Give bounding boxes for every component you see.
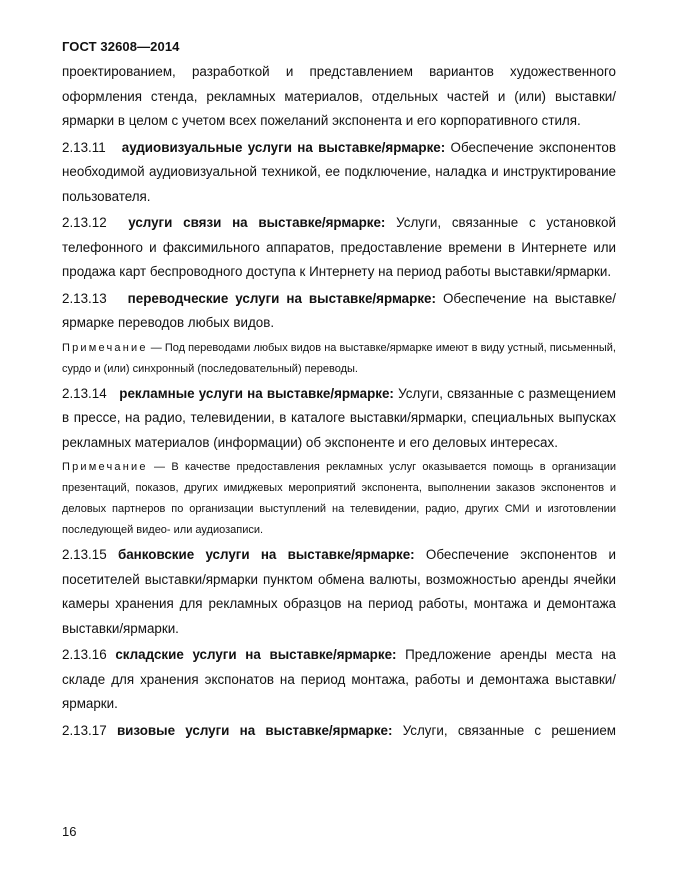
clause-2-13-12 [62, 211, 616, 285]
clause-number: 2.13.11 [62, 139, 106, 155]
clause-number: 2.13.13 [62, 290, 107, 306]
clause-term: переводческие услуги на выставке/ярмарке: [127, 290, 436, 306]
clause-number: 2.13.15 [62, 547, 107, 562]
clause-term: рекламные услуги на выставке/ярмарке: [119, 385, 394, 401]
clause-term: аудиовизуальные услуги на выставке/ярмарке: [121, 139, 446, 155]
clause-number: 2.13.17 [62, 722, 107, 738]
clause-term: складские услуги на выставке/ярмарке: [115, 647, 397, 662]
note-text: — Под переводами любых видов на выставке/ярмарке имеют в виду устный, письменный, сурдо и (или) синхронный (последовательный) переводы. [62, 341, 616, 375]
note-translation [62, 338, 616, 380]
note-advertising [62, 457, 616, 541]
clause-text: Обеспечение экспонентов необходимой аудиовизуальной техникой, ее подключение, наладка и инструктирование пользователя. [62, 139, 616, 204]
clause-term: услуги связи на выставке/ярмарке: [128, 215, 386, 230]
clause-2-13-16 [62, 643, 616, 717]
clause-number: 2.13.12 [62, 215, 107, 230]
clause-text: Услуги, связанные с установкой телефонного и факсимильного аппаратов, предоставление времени в Интернете или продажа карт беспроводного доступа к Интернету на период работы выставки/ярмарки. [62, 215, 616, 279]
intro-paragraph: проектированием, разработкой и представлением вариантов художественного оформления стенда, рекламных материалов, отдельных частей и (или) выставки/ярмарки в целом с учетом всех пожеланий экспонента и его корпоративного стиля. [62, 64, 616, 128]
clause-text: Обеспечение экспонентов и посетителей выставки/ярмарки пунктом обмена валюты, возможностью аренды ячейки камеры хранения для рекламных образцов на период работы, монтажа и демонтажа выставки/ярмарки. [62, 547, 616, 636]
note-text: — В качестве предоставления рекламных услуг оказывается помощь в организации презентаций, показов, других имиджевых мероприятий экспонента, выполнении заказов экспонентов и деловых партнеров по организации выступлений на телевидении, радио, других СМИ и изготовлении последующей видео- или аудиозаписи. [62, 461, 616, 536]
clause-term: визовые услуги на выставке/ярмарке: [116, 722, 393, 738]
clause-text: Предложение аренды места на складе для хранения экспонатов на период монтажа, работы и демонтажа выставки/ярмарки. [62, 647, 616, 711]
document-header: ГОСТ 32608—2014 [62, 39, 180, 54]
clause-2-13-14 [62, 382, 616, 456]
clause-number: 2.13.14 [62, 385, 107, 401]
clause-2-13-17 [62, 719, 616, 744]
note-label: Примечание [62, 341, 148, 354]
clause-number: 2.13.16 [62, 647, 107, 662]
document-body [62, 60, 616, 743]
page-number: 16 [62, 824, 77, 839]
clause-2-13-13 [62, 287, 616, 336]
clause-text: Обеспечение на выставке/ярмарке переводов любых видов. [62, 290, 616, 330]
clause-2-13-15 [62, 543, 616, 641]
clause-2-13-11 [62, 136, 616, 210]
clause-text: Услуги, связанные с размещением в прессе, на радио, телевидении, в каталоге выставки/ярмарки, специальных выпусках рекламных материалов (информации) об экспоненте и его деловых интересах. [62, 385, 616, 450]
note-label: Примечание [62, 461, 148, 473]
clause-term: банковские услуги на выставке/ярмарке: [117, 547, 415, 562]
clause-text: Услуги, связанные с решением [402, 722, 616, 738]
